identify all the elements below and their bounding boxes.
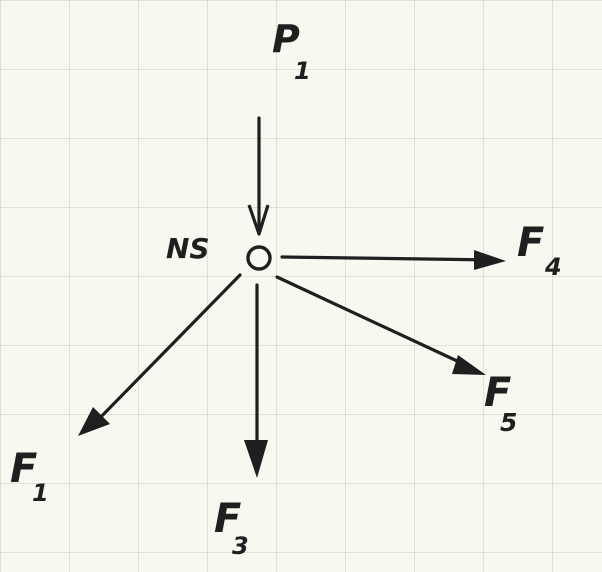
node-label: NS (166, 232, 210, 265)
label-p1 (272, 17, 311, 85)
label-p1-sub: 1 (294, 57, 311, 85)
label-f3 (214, 496, 249, 560)
force-arrow-f5 (277, 277, 486, 375)
label-f5-sub: 5 (500, 408, 518, 437)
label-p1-main: P (272, 17, 300, 61)
label-f1-main: F (10, 446, 38, 492)
label-f4-sub: 4 (545, 253, 562, 281)
label-f5 (484, 370, 517, 437)
label-f4 (517, 220, 562, 281)
force-arrow-p1 (249, 118, 268, 234)
label-f1 (10, 446, 49, 507)
force-arrow-f3 (244, 285, 268, 478)
label-f4-main: F (517, 220, 545, 266)
label-f3-main: F (214, 496, 242, 542)
force-arrow-f1 (78, 275, 240, 436)
label-f3-sub: 3 (232, 532, 249, 560)
force-arrow-f4 (282, 250, 506, 270)
label-f5-main: F (484, 370, 512, 416)
node-circle (248, 247, 270, 269)
label-f1-sub: 1 (32, 479, 49, 507)
